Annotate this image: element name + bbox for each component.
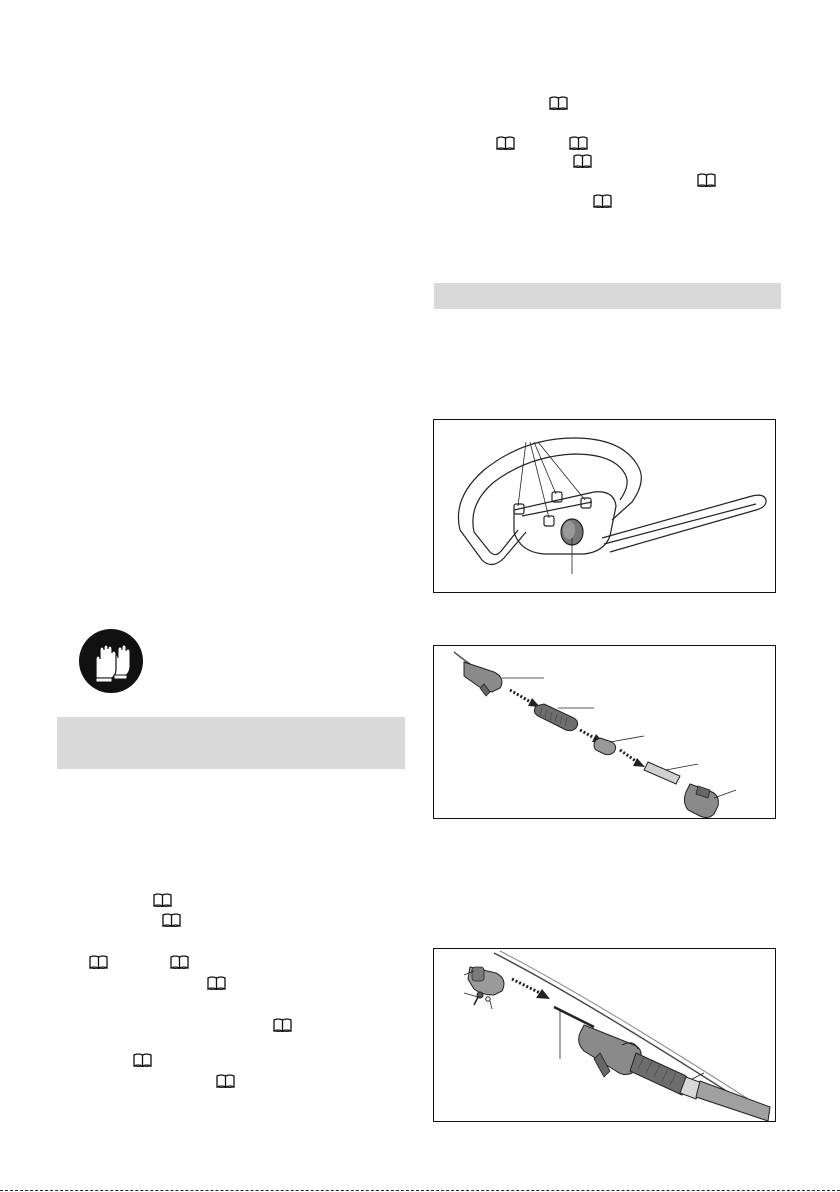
protective-gloves-icon — [78, 628, 144, 694]
book-reference-icon — [162, 913, 181, 927]
page-bottom-dashed-line — [0, 1190, 840, 1191]
figure-handle-mount — [433, 419, 776, 593]
right-section-bar — [434, 283, 781, 309]
book-reference-icon — [133, 1053, 152, 1067]
book-reference-icon — [593, 194, 612, 208]
figure-shaft-parts-sequence — [433, 645, 776, 819]
book-reference-icon — [207, 976, 226, 990]
figure-gearhead-assembly — [433, 948, 776, 1122]
left-section-bar — [57, 717, 405, 769]
book-reference-icon — [216, 1074, 235, 1088]
book-reference-icon — [170, 955, 189, 969]
book-reference-icon — [496, 136, 515, 150]
book-reference-icon — [549, 96, 568, 110]
book-reference-icon — [153, 893, 172, 907]
book-reference-icon — [273, 1018, 292, 1032]
book-reference-icon — [89, 955, 108, 969]
book-reference-icon — [573, 154, 592, 168]
book-reference-icon — [697, 173, 716, 187]
book-reference-icon — [569, 136, 588, 150]
